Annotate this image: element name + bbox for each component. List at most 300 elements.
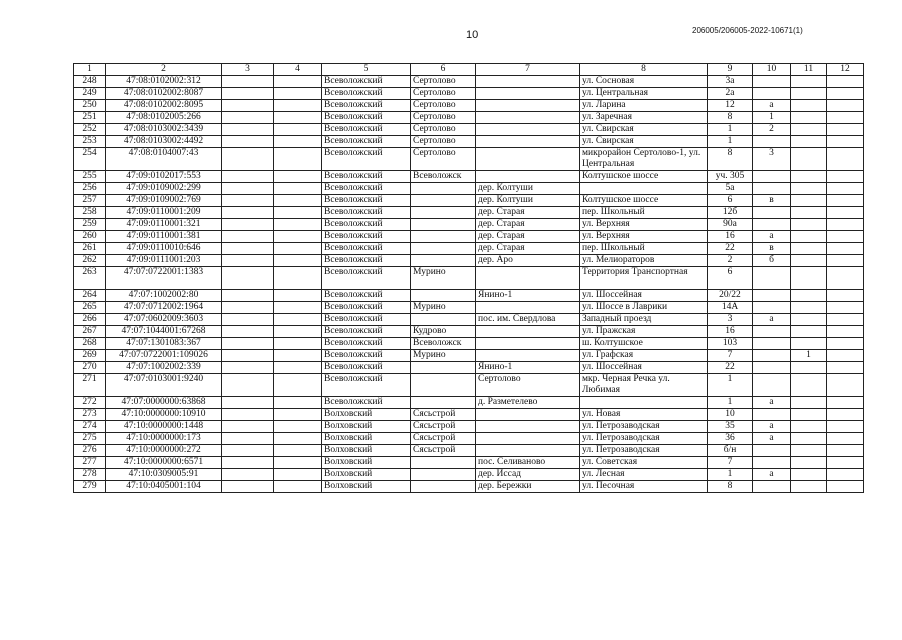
- cell-district: Всеволожский: [322, 183, 411, 195]
- cell-row-number: 263: [74, 267, 106, 290]
- cell-street: ул. Ларина: [580, 100, 708, 112]
- cell-row-number: 262: [74, 255, 106, 267]
- cell-column-4: [274, 76, 322, 88]
- cell-district: Волховский: [322, 481, 411, 493]
- cell-settlement: [476, 302, 580, 314]
- cell-building: а: [753, 421, 791, 433]
- cell-building: а: [753, 397, 791, 409]
- cell-city: [411, 362, 476, 374]
- cell-column-3: [222, 88, 274, 100]
- cell-city: [411, 481, 476, 493]
- table-row: [74, 267, 864, 290]
- cell-district: Волховский: [322, 457, 411, 469]
- cell-district: Всеволожский: [322, 171, 411, 183]
- cell-settlement: [476, 421, 580, 433]
- cell-building: 3: [753, 148, 791, 171]
- cell-row-number: 249: [74, 88, 106, 100]
- cell-city: [411, 314, 476, 326]
- cell-column-12: [827, 231, 864, 243]
- cell-house-number: 35: [708, 421, 753, 433]
- cell-street: ул. Пражская: [580, 326, 708, 338]
- cell-cadastral-number: 47:08:0103002:3439: [106, 124, 222, 136]
- cell-row-number: 278: [74, 469, 106, 481]
- cell-column-3: [222, 267, 274, 290]
- column-header: 9: [708, 64, 753, 76]
- table-row: [74, 76, 864, 88]
- cell-column-3: [222, 457, 274, 469]
- cell-column-4: [274, 302, 322, 314]
- cell-column-4: [274, 433, 322, 445]
- cell-column-3: [222, 481, 274, 493]
- cell-column-12: [827, 100, 864, 112]
- cell-district: Волховский: [322, 469, 411, 481]
- cell-building: 1: [753, 112, 791, 124]
- cell-row-number: 256: [74, 183, 106, 195]
- cell-city: Мурино: [411, 302, 476, 314]
- cell-column-11: [791, 243, 827, 255]
- cell-street: ул. Центральная: [580, 88, 708, 100]
- cell-settlement: [476, 88, 580, 100]
- table-row: [74, 350, 864, 362]
- cell-cadastral-number: 47:10:0000000:1448: [106, 421, 222, 433]
- cell-city: Сясьстрой: [411, 433, 476, 445]
- cell-column-11: [791, 195, 827, 207]
- cell-district: Всеволожский: [322, 374, 411, 397]
- cell-cadastral-number: 47:07:0712002:1964: [106, 302, 222, 314]
- cell-street: ул. Петрозаводская: [580, 421, 708, 433]
- cell-city: [411, 243, 476, 255]
- cell-column-12: [827, 326, 864, 338]
- document-id: 206005/206005-2022-10671(1): [692, 26, 803, 35]
- cell-column-4: [274, 255, 322, 267]
- cell-city: [411, 195, 476, 207]
- table-row: [74, 409, 864, 421]
- cell-district: Всеволожский: [322, 124, 411, 136]
- cell-district: Всеволожский: [322, 136, 411, 148]
- cell-row-number: 268: [74, 338, 106, 350]
- cell-column-4: [274, 397, 322, 409]
- cell-column-11: [791, 219, 827, 231]
- cell-cadastral-number: 47:07:1002002:339: [106, 362, 222, 374]
- cell-column-11: [791, 76, 827, 88]
- cell-column-11: [791, 100, 827, 112]
- cell-building: [753, 88, 791, 100]
- cell-city: Сертолово: [411, 112, 476, 124]
- cell-column-12: [827, 374, 864, 397]
- cell-settlement: пос. им. Свердлова: [476, 314, 580, 326]
- cell-column-4: [274, 207, 322, 219]
- cell-column-11: [791, 290, 827, 302]
- registry-table: [73, 63, 864, 493]
- cell-row-number: 261: [74, 243, 106, 255]
- cell-house-number: 8: [708, 481, 753, 493]
- cell-street: ул. Шоссейная: [580, 290, 708, 302]
- cell-row-number: 265: [74, 302, 106, 314]
- cell-settlement: Янино-1: [476, 362, 580, 374]
- cell-street: Территория Транспортная: [580, 267, 708, 290]
- cell-settlement: дер. Аро: [476, 255, 580, 267]
- table-row: [74, 374, 864, 397]
- cell-district: Всеволожский: [322, 255, 411, 267]
- table-row: [74, 326, 864, 338]
- cell-building: [753, 326, 791, 338]
- cell-district: Всеволожский: [322, 350, 411, 362]
- cell-column-3: [222, 362, 274, 374]
- cell-column-4: [274, 445, 322, 457]
- cell-row-number: 275: [74, 433, 106, 445]
- cell-column-11: 1: [791, 350, 827, 362]
- cell-column-4: [274, 124, 322, 136]
- table-row: [74, 362, 864, 374]
- cell-street: Западный проезд: [580, 314, 708, 326]
- cell-row-number: 258: [74, 207, 106, 219]
- table-row: [74, 457, 864, 469]
- cell-column-3: [222, 148, 274, 171]
- cell-house-number: 103: [708, 338, 753, 350]
- table-row: [74, 112, 864, 124]
- cell-street: ул. Новая: [580, 409, 708, 421]
- cell-column-12: [827, 481, 864, 493]
- table-row: [74, 421, 864, 433]
- table-row: [74, 100, 864, 112]
- cell-house-number: 36: [708, 433, 753, 445]
- cell-row-number: 269: [74, 350, 106, 362]
- cell-column-12: [827, 124, 864, 136]
- cell-cadastral-number: 47:09:0110001:321: [106, 219, 222, 231]
- cell-house-number: б/н: [708, 445, 753, 457]
- cell-building: [753, 76, 791, 88]
- cell-settlement: дер. Старая: [476, 219, 580, 231]
- cell-cadastral-number: 47:08:0102002:312: [106, 76, 222, 88]
- cell-column-4: [274, 267, 322, 290]
- cell-street: [580, 397, 708, 409]
- cell-column-3: [222, 112, 274, 124]
- cell-district: Всеволожский: [322, 88, 411, 100]
- cell-house-number: 1: [708, 374, 753, 397]
- cell-column-12: [827, 171, 864, 183]
- cell-settlement: дер. Колтуши: [476, 183, 580, 195]
- cell-row-number: 271: [74, 374, 106, 397]
- cell-row-number: 259: [74, 219, 106, 231]
- cell-column-3: [222, 76, 274, 88]
- cell-city: Всеволожск: [411, 338, 476, 350]
- cell-column-12: [827, 243, 864, 255]
- cell-cadastral-number: 47:07:0722001:109026: [106, 350, 222, 362]
- cell-column-4: [274, 409, 322, 421]
- cell-column-12: [827, 338, 864, 350]
- cell-city: Сясьстрой: [411, 409, 476, 421]
- cell-house-number: 16: [708, 326, 753, 338]
- table-row: [74, 231, 864, 243]
- cell-column-12: [827, 183, 864, 195]
- cell-row-number: 279: [74, 481, 106, 493]
- cell-column-3: [222, 445, 274, 457]
- cell-house-number: 14А: [708, 302, 753, 314]
- cell-city: Всеволожск: [411, 171, 476, 183]
- column-header: 1: [74, 64, 106, 76]
- cell-building: б: [753, 255, 791, 267]
- table-row: [74, 136, 864, 148]
- cell-column-3: [222, 219, 274, 231]
- cell-cadastral-number: 47:08:0103002:4492: [106, 136, 222, 148]
- cell-district: Волховский: [322, 421, 411, 433]
- cell-building: [753, 183, 791, 195]
- table-row: [74, 469, 864, 481]
- cell-district: Всеволожский: [322, 302, 411, 314]
- cell-column-11: [791, 445, 827, 457]
- cell-cadastral-number: 47:09:0109002:299: [106, 183, 222, 195]
- cell-building: [753, 374, 791, 397]
- cell-house-number: 1: [708, 397, 753, 409]
- cell-row-number: 267: [74, 326, 106, 338]
- cell-settlement: [476, 100, 580, 112]
- cell-street: ул. Лесная: [580, 469, 708, 481]
- cell-street: ул. Верхняя: [580, 231, 708, 243]
- cell-column-12: [827, 469, 864, 481]
- cell-street: ш. Колтушское: [580, 338, 708, 350]
- cell-column-4: [274, 219, 322, 231]
- table-row: [74, 171, 864, 183]
- cell-building: [753, 136, 791, 148]
- cell-settlement: дер. Старая: [476, 207, 580, 219]
- cell-settlement: [476, 124, 580, 136]
- cell-street: ул. Песочная: [580, 481, 708, 493]
- cell-street: пер. Школьный: [580, 207, 708, 219]
- cell-street: микрорайон Сертолово-1, ул. Центральная: [580, 148, 708, 171]
- cell-settlement: [476, 338, 580, 350]
- cell-house-number: 90а: [708, 219, 753, 231]
- cell-column-11: [791, 124, 827, 136]
- cell-building: [753, 481, 791, 493]
- cell-column-3: [222, 124, 274, 136]
- cell-settlement: [476, 148, 580, 171]
- cell-settlement: дер. Бережки: [476, 481, 580, 493]
- table-row: [74, 124, 864, 136]
- cell-city: [411, 207, 476, 219]
- cell-column-3: [222, 326, 274, 338]
- table-body: [74, 76, 864, 493]
- cell-street: [580, 183, 708, 195]
- cell-building: [753, 350, 791, 362]
- cell-district: Всеволожский: [322, 231, 411, 243]
- cell-column-12: [827, 112, 864, 124]
- cell-street: ул. Советская: [580, 457, 708, 469]
- cell-city: Сертолово: [411, 136, 476, 148]
- cell-house-number: 16: [708, 231, 753, 243]
- cell-house-number: 22: [708, 362, 753, 374]
- column-header: 12: [827, 64, 864, 76]
- cell-column-4: [274, 183, 322, 195]
- cell-column-3: [222, 195, 274, 207]
- cell-column-11: [791, 302, 827, 314]
- cell-street: мкр. Черная Речка ул. Любимая: [580, 374, 708, 397]
- cell-house-number: 10: [708, 409, 753, 421]
- cell-building: а: [753, 433, 791, 445]
- cell-street: ул. Сосновая: [580, 76, 708, 88]
- cell-street: Колтушское шоссе: [580, 171, 708, 183]
- table-row: [74, 195, 864, 207]
- cell-column-12: [827, 350, 864, 362]
- cell-cadastral-number: 47:07:0103001:9240: [106, 374, 222, 397]
- cell-house-number: 3а: [708, 76, 753, 88]
- cell-column-12: [827, 457, 864, 469]
- cell-settlement: [476, 445, 580, 457]
- cell-cadastral-number: 47:10:0309005:91: [106, 469, 222, 481]
- cell-settlement: [476, 433, 580, 445]
- table-row: [74, 88, 864, 100]
- cell-house-number: 6: [708, 267, 753, 290]
- cell-column-12: [827, 136, 864, 148]
- cell-column-11: [791, 433, 827, 445]
- cell-column-3: [222, 469, 274, 481]
- cell-cadastral-number: 47:09:0110001:209: [106, 207, 222, 219]
- cell-street: ул. Свирская: [580, 136, 708, 148]
- cell-settlement: Сертолово: [476, 374, 580, 397]
- cell-building: [753, 207, 791, 219]
- header-row: [74, 64, 864, 76]
- cell-cadastral-number: 47:10:0000000:6571: [106, 457, 222, 469]
- cell-settlement: пос. Селиваново: [476, 457, 580, 469]
- cell-column-3: [222, 433, 274, 445]
- cell-cadastral-number: 47:09:0110001:381: [106, 231, 222, 243]
- cell-row-number: 266: [74, 314, 106, 326]
- cell-column-4: [274, 457, 322, 469]
- cell-column-3: [222, 183, 274, 195]
- cell-house-number: 1: [708, 469, 753, 481]
- cell-column-3: [222, 350, 274, 362]
- cell-row-number: 255: [74, 171, 106, 183]
- cell-settlement: [476, 326, 580, 338]
- cell-column-4: [274, 362, 322, 374]
- cell-column-12: [827, 76, 864, 88]
- cell-street: ул. Петрозаводская: [580, 433, 708, 445]
- cell-building: а: [753, 469, 791, 481]
- cell-column-3: [222, 338, 274, 350]
- cell-column-12: [827, 397, 864, 409]
- cell-column-3: [222, 374, 274, 397]
- table-row: [74, 445, 864, 457]
- cell-column-12: [827, 267, 864, 290]
- cell-district: Волховский: [322, 433, 411, 445]
- cell-city: [411, 397, 476, 409]
- cell-city: Сясьстрой: [411, 421, 476, 433]
- column-header: 5: [322, 64, 411, 76]
- cell-settlement: [476, 112, 580, 124]
- cell-city: [411, 374, 476, 397]
- cell-house-number: 7: [708, 350, 753, 362]
- cell-district: Всеволожский: [322, 243, 411, 255]
- column-header: 3: [222, 64, 274, 76]
- cell-column-11: [791, 136, 827, 148]
- cell-column-4: [274, 136, 322, 148]
- cell-column-11: [791, 481, 827, 493]
- cell-cadastral-number: 47:07:0000000:63868: [106, 397, 222, 409]
- cell-building: [753, 219, 791, 231]
- cell-row-number: 274: [74, 421, 106, 433]
- cell-column-3: [222, 314, 274, 326]
- cell-column-3: [222, 243, 274, 255]
- cell-cadastral-number: 47:09:0102017:553: [106, 171, 222, 183]
- cell-cadastral-number: 47:09:0110010:646: [106, 243, 222, 255]
- cell-building: [753, 171, 791, 183]
- table-row: [74, 207, 864, 219]
- cell-cadastral-number: 47:08:0104007:43: [106, 148, 222, 171]
- cell-column-4: [274, 350, 322, 362]
- table-row: [74, 290, 864, 302]
- cell-district: Всеволожский: [322, 76, 411, 88]
- cell-column-4: [274, 195, 322, 207]
- cell-district: Всеволожский: [322, 362, 411, 374]
- cell-column-4: [274, 112, 322, 124]
- cell-cadastral-number: 47:07:1044001:67268: [106, 326, 222, 338]
- cell-building: а: [753, 100, 791, 112]
- cell-column-11: [791, 374, 827, 397]
- cell-district: Всеволожский: [322, 100, 411, 112]
- cell-building: в: [753, 243, 791, 255]
- cell-building: в: [753, 195, 791, 207]
- cell-city: [411, 183, 476, 195]
- cell-building: [753, 302, 791, 314]
- page-number: 10: [466, 29, 479, 41]
- cell-column-11: [791, 409, 827, 421]
- cell-building: [753, 362, 791, 374]
- cell-column-3: [222, 421, 274, 433]
- cell-row-number: 250: [74, 100, 106, 112]
- cell-house-number: уч. 305: [708, 171, 753, 183]
- cell-house-number: 2: [708, 255, 753, 267]
- cell-settlement: [476, 171, 580, 183]
- cell-city: Мурино: [411, 350, 476, 362]
- cell-column-11: [791, 148, 827, 171]
- cell-house-number: 20/22: [708, 290, 753, 302]
- cell-cadastral-number: 47:10:0000000:10910: [106, 409, 222, 421]
- table-row: [74, 433, 864, 445]
- cell-district: Волховский: [322, 409, 411, 421]
- cell-row-number: 252: [74, 124, 106, 136]
- cell-settlement: дер. Иссад: [476, 469, 580, 481]
- cell-column-11: [791, 326, 827, 338]
- cell-street: Колтушское шоссе: [580, 195, 708, 207]
- table-row: [74, 397, 864, 409]
- cell-settlement: Янино-1: [476, 290, 580, 302]
- cell-row-number: 248: [74, 76, 106, 88]
- cell-column-11: [791, 183, 827, 195]
- cell-column-4: [274, 374, 322, 397]
- cell-street: ул. Графская: [580, 350, 708, 362]
- column-header: 6: [411, 64, 476, 76]
- cell-column-4: [274, 421, 322, 433]
- table-row: [74, 255, 864, 267]
- cell-settlement: дер. Старая: [476, 243, 580, 255]
- cell-column-4: [274, 148, 322, 171]
- cell-house-number: 12б: [708, 207, 753, 219]
- cell-building: 2: [753, 124, 791, 136]
- cell-column-12: [827, 148, 864, 171]
- cell-column-4: [274, 231, 322, 243]
- cell-settlement: дер. Старая: [476, 231, 580, 243]
- cell-column-4: [274, 314, 322, 326]
- cell-house-number: 1: [708, 136, 753, 148]
- cell-column-3: [222, 136, 274, 148]
- cell-city: Сертолово: [411, 76, 476, 88]
- cell-column-4: [274, 326, 322, 338]
- cell-column-11: [791, 112, 827, 124]
- cell-column-12: [827, 195, 864, 207]
- cell-settlement: [476, 267, 580, 290]
- cell-column-11: [791, 397, 827, 409]
- cell-district: Всеволожский: [322, 148, 411, 171]
- cell-column-12: [827, 255, 864, 267]
